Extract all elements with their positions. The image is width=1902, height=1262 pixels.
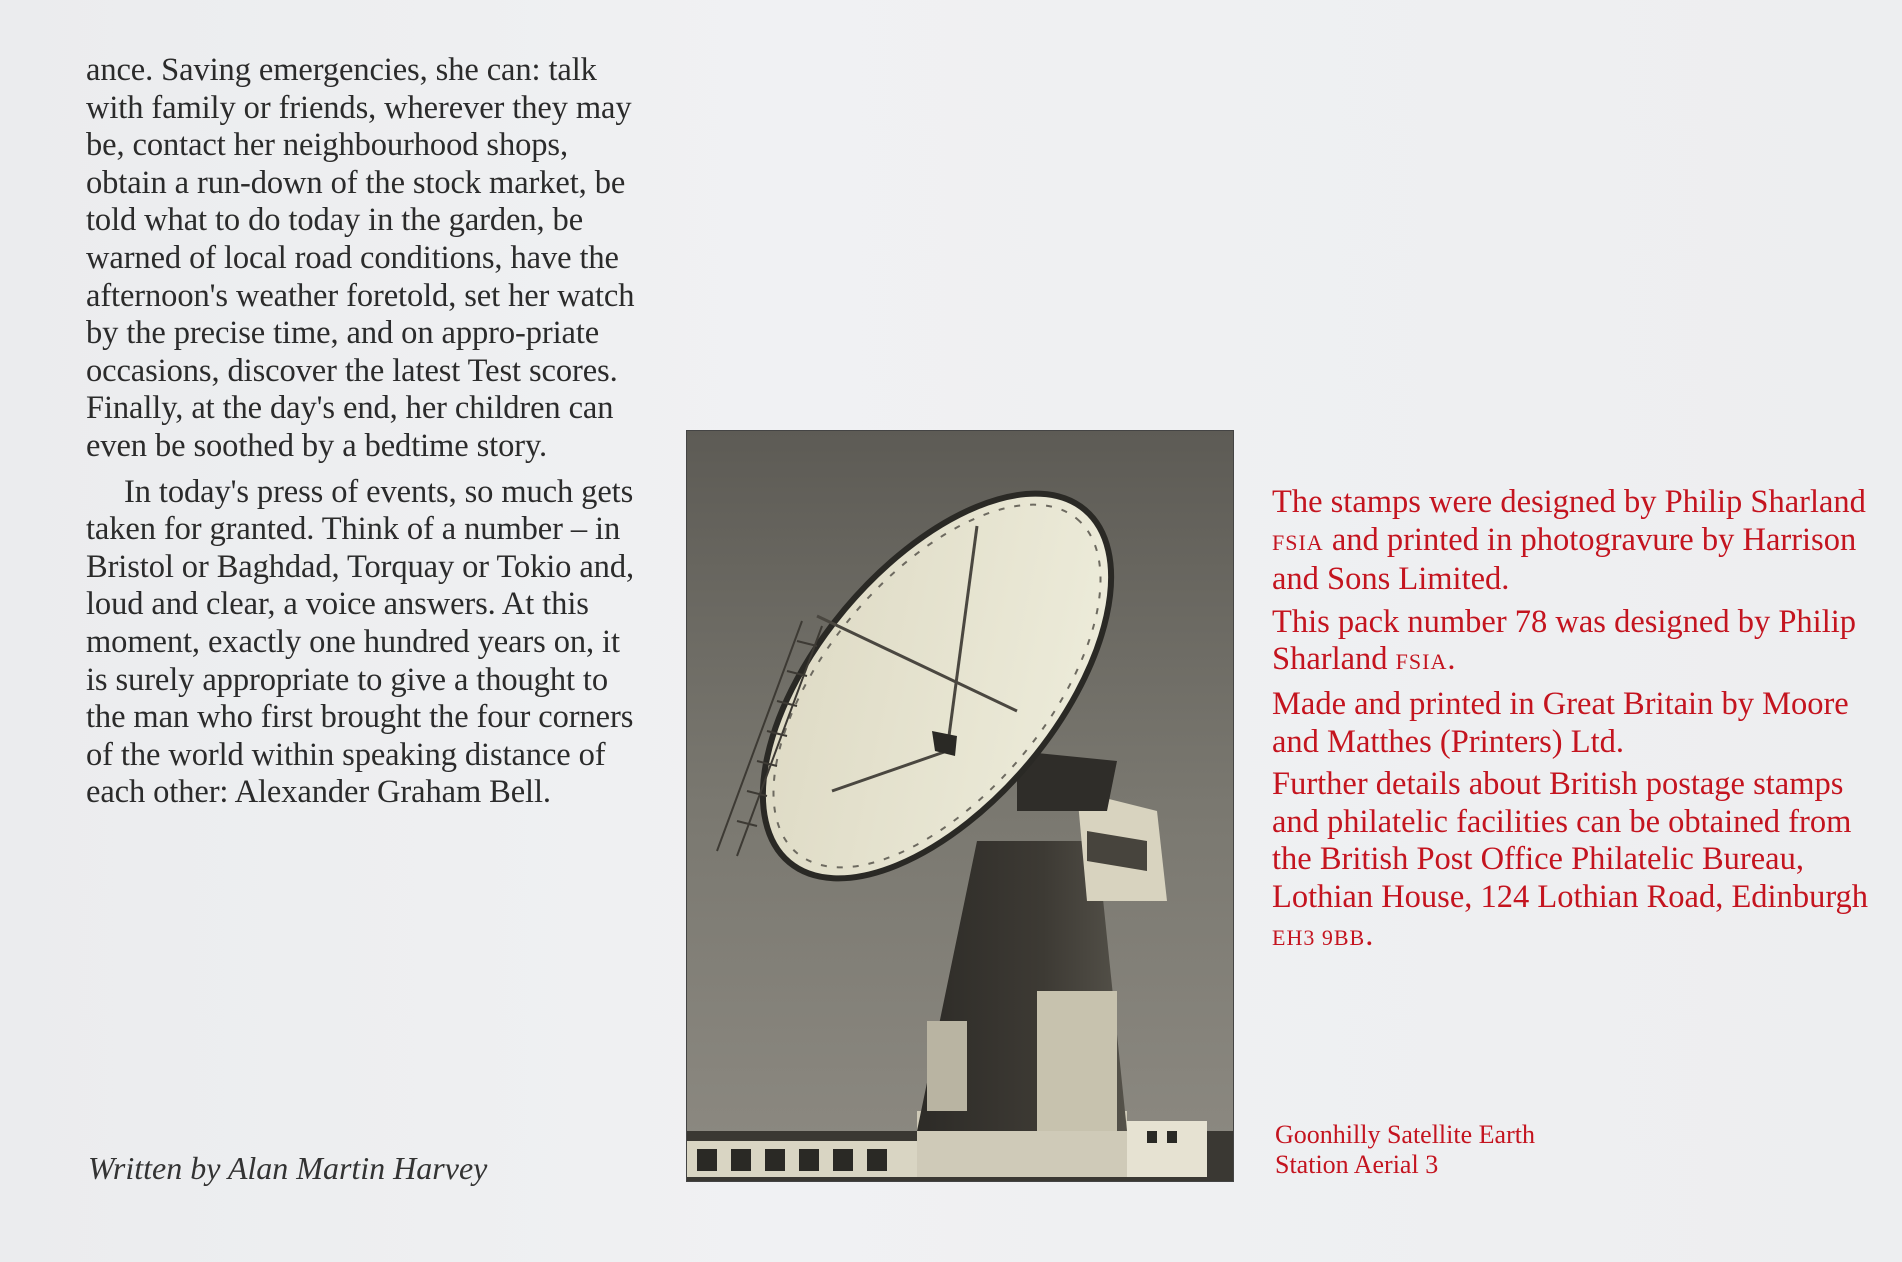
caption-line-1: Goonhilly Satellite Earth: [1275, 1120, 1535, 1149]
body-paragraph-1: ance. Saving emergencies, she can: talk with family or friends, wherever they may be, contact her neighbourhood shops, obtain a run-down of the stock market, be told what to do today in the garden, be warned of local road conditions, have the afternoon's weather foretold, set her watch by the precise time, and on appro-priate occasions, discover the latest Test scores. Finally, at the day's end, her children can even be soothed by a bedtime story.: [86, 52, 635, 464]
credit-pack-end: .: [1447, 641, 1456, 678]
credit-pack: [1272, 604, 1882, 681]
credit-pack-text: This pack number 78 was designed by Philip Sharland: [1272, 603, 1857, 678]
body-paragraph-2: In today's press of events, so much gets taken for granted. Think of a number – in Bristol or Baghdad, Torquay or Tokio and, loud and clear, a voice answers. At this moment, exactly one hundred years on, it is surely appropriate to give a thought to the man who first brought the four corners of the world within speaking distance of each other: Alexander Graham Bell.: [86, 473, 635, 811]
credit-printer-text: and printed in photogravure by Harrison and Sons Limited.: [1272, 521, 1857, 598]
caption-line-2: Station Aerial 3: [1275, 1150, 1439, 1179]
credit-address-text: Further details about British postage stamps and philatelic facilities can be obtained from the British Post Office Philatelic Bureau, Lothian House, 124 Lothian Road, Edinburgh: [1272, 766, 1869, 915]
credit-made-printed: Made and printed in Great Britain by Moore and Matthes (Printers) Ltd.: [1272, 685, 1849, 760]
satellite-dish-illustration: [687, 431, 1233, 1181]
credits-column: [1272, 484, 1882, 961]
author-byline: Written by Alan Martin Harvey: [88, 1150, 488, 1186]
credit-postcode: EH3 9BB: [1272, 924, 1366, 950]
satellite-dish-photo: [686, 430, 1234, 1182]
credit-designer: [1272, 484, 1882, 599]
body-text-column: [86, 52, 646, 812]
credit-designer-abbr: FSIA: [1272, 529, 1324, 555]
photo-caption: [1275, 1120, 1675, 1180]
credit-further-details: [1272, 766, 1882, 956]
credit-pack-abbr: FSIA: [1395, 649, 1448, 675]
credit-designer-text: The stamps were designed by Philip Sharland: [1272, 484, 1866, 520]
credit-address-end: .: [1365, 916, 1374, 953]
